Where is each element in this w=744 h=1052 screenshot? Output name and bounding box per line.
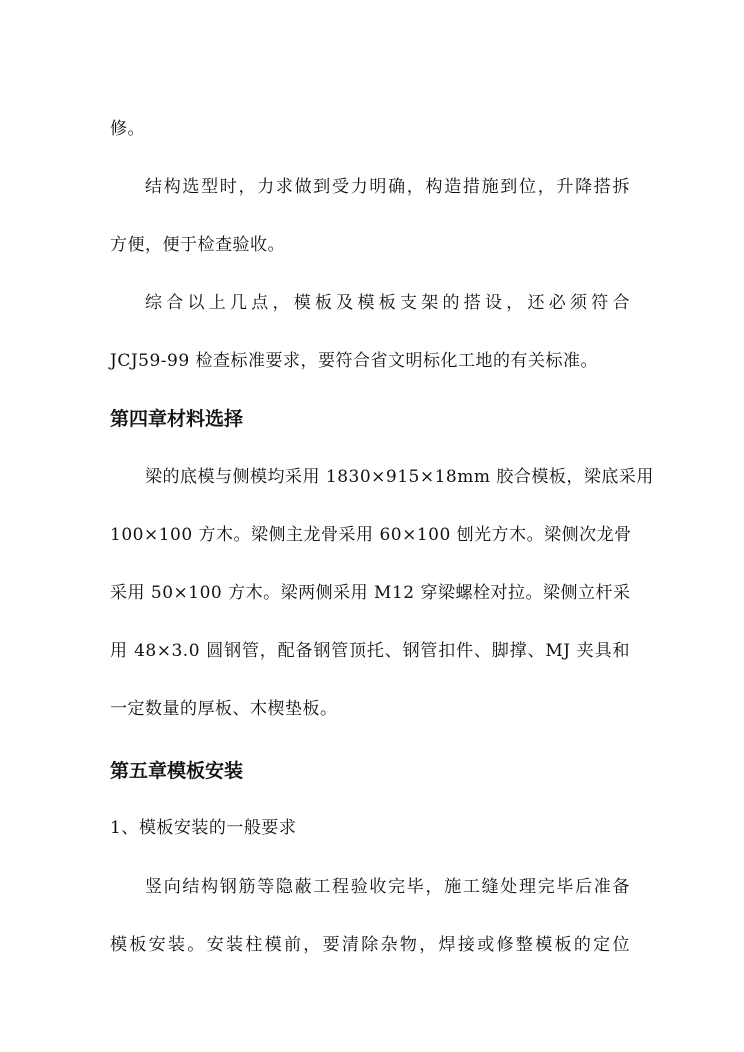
- text-line: 100×100 方木。梁侧主龙骨采用 60×100 刨光方木。梁侧次龙骨: [110, 525, 632, 545]
- chapter-heading: 第五章模板安装: [110, 760, 244, 782]
- text-line: 梁的底模与侧模均采用 1830×915×18mm 胶合模板，梁底采用: [145, 467, 654, 487]
- section-subtitle: 1、模板安装的一般要求: [110, 818, 297, 838]
- text-line: 一定数量的厚板、木楔垫板。: [110, 699, 338, 719]
- text-line: 用 48×3.0 圆钢管，配备钢管顶托、钢管扣件、脚撑、MJ 夹具和: [110, 641, 630, 661]
- text-line: 修。: [110, 119, 145, 139]
- text-line: 综合以上几点，模板及模板支架的搭设，还必须符合: [145, 293, 630, 313]
- text-line: JCJ59-99 检查标准要求，要符合省文明标化工地的有关标准。: [110, 351, 599, 371]
- text-line: 采用 50×100 方木。梁两侧采用 M12 穿梁螺栓对拉。梁侧立杆采: [110, 583, 631, 603]
- chapter-heading: 第四章材料选择: [110, 408, 244, 430]
- text-line: 方便，便于检查验收。: [110, 235, 285, 255]
- text-line: 结构选型时，力求做到受力明确，构造措施到位，升降搭拆: [145, 177, 630, 197]
- text-line: 模板安装。安装柱模前，要清除杂物，焊接或修整模板的定位: [110, 935, 630, 955]
- text-line: 竖向结构钢筋等隐蔽工程验收完毕，施工缝处理完毕后准备: [145, 877, 630, 897]
